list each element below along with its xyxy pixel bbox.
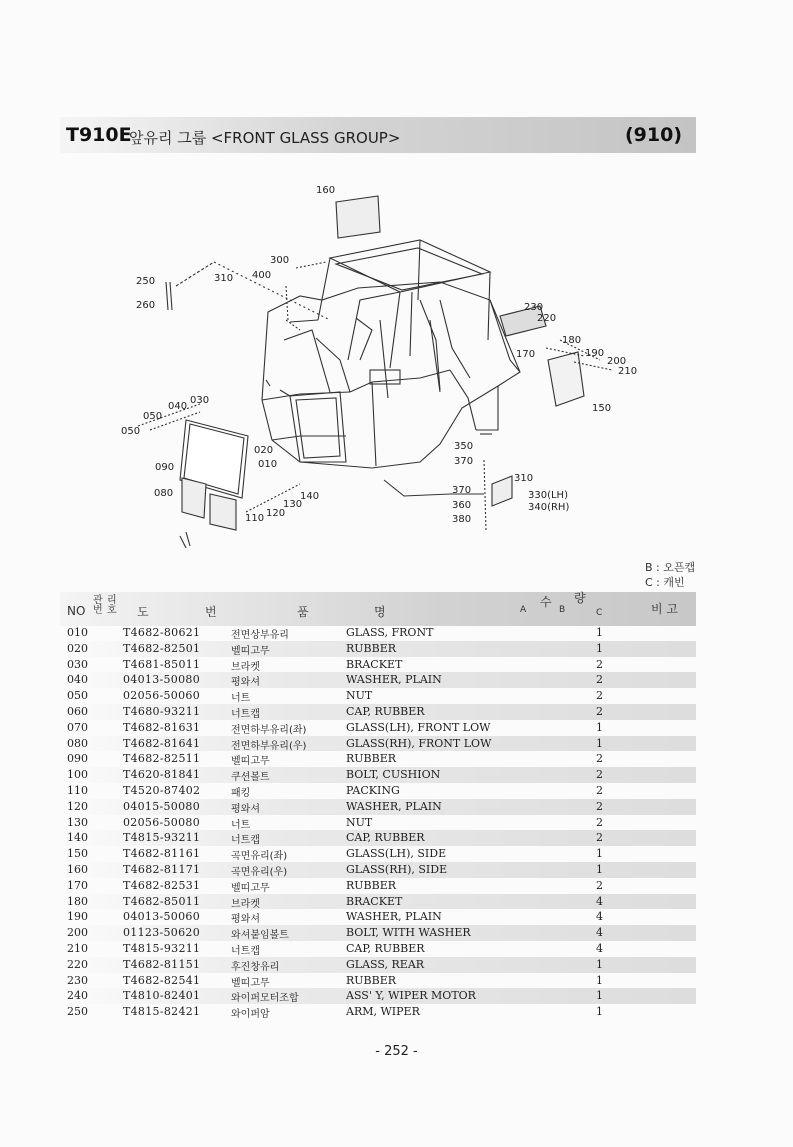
english-name: GLASS, REAR xyxy=(346,957,425,971)
callout-label: 210 xyxy=(618,366,638,377)
col-no: NO xyxy=(67,604,86,618)
row-no: 030 xyxy=(67,657,88,671)
callout-label: 020 xyxy=(254,445,274,456)
col-mgmt-2: 리 호 xyxy=(107,595,117,616)
korean-name: 평와셔 xyxy=(231,914,260,926)
english-name: GLASS, FRONT xyxy=(346,626,434,639)
col-qty-2: 량 xyxy=(574,591,586,605)
parts-table-body xyxy=(60,625,696,1020)
english-name: ARM, WIPER xyxy=(346,1005,420,1019)
callout-label: 110 xyxy=(245,513,265,524)
qty-c: 2 xyxy=(596,768,603,782)
korean-name: 브라켓 xyxy=(231,661,260,673)
row-no: 240 xyxy=(67,989,88,1003)
part-number: T4682-82511 xyxy=(123,752,201,766)
table-row xyxy=(60,862,696,878)
korean-name: 벨띠고무 xyxy=(231,882,270,894)
row-no: 010 xyxy=(67,626,88,639)
part-number: 04013-50060 xyxy=(123,910,201,924)
callout-label: 050 xyxy=(143,411,163,422)
english-name: RUBBER xyxy=(346,752,397,766)
table-row xyxy=(60,720,696,736)
qty-c: 4 xyxy=(596,910,603,924)
table-row xyxy=(60,641,696,657)
qty-c: 2 xyxy=(596,689,603,703)
qty-c: 2 xyxy=(596,783,603,797)
english-name: GLASS(LH), FRONT LOW xyxy=(346,720,491,734)
korean-name: 곡면유리(좌) xyxy=(231,851,288,863)
part-number: T4682-81641 xyxy=(123,736,201,750)
row-no: 130 xyxy=(67,815,88,829)
qty-c: 4 xyxy=(596,941,603,955)
legend-cabin: C : 캐빈 xyxy=(645,576,685,589)
qty-c: 1 xyxy=(596,1005,603,1019)
table-row xyxy=(60,988,696,1004)
qty-c: 2 xyxy=(596,752,603,766)
callout-label: 180 xyxy=(562,335,582,346)
row-no: 080 xyxy=(67,736,88,750)
qty-c: 1 xyxy=(596,736,603,750)
qty-c: 1 xyxy=(596,989,603,1003)
callout-label: 400 xyxy=(252,270,272,281)
row-no: 040 xyxy=(67,673,88,687)
row-no: 110 xyxy=(67,783,88,797)
korean-name: 벨띠고무 xyxy=(231,645,270,657)
korean-name: 너트 xyxy=(231,819,251,831)
korean-name: 벨띠고무 xyxy=(231,756,270,768)
part-number: T4682-81631 xyxy=(123,720,201,734)
korean-name: 평와셔 xyxy=(231,803,260,815)
qty-c: 1 xyxy=(596,957,603,971)
qty-c: 1 xyxy=(596,720,603,734)
qty-c: 1 xyxy=(596,862,603,876)
callout-label: 310 xyxy=(514,473,534,484)
callout-label: 170 xyxy=(516,349,536,360)
table-row xyxy=(60,751,696,767)
callout-label: 080 xyxy=(154,488,174,499)
row-no: 050 xyxy=(67,689,88,703)
callout-label: 090 xyxy=(155,462,175,473)
english-name: NUT xyxy=(346,689,373,703)
part-number: T4682-85011 xyxy=(123,894,201,908)
table-row xyxy=(60,767,696,783)
korean-name: 쿠션볼트 xyxy=(231,772,270,784)
part-number: T4620-81841 xyxy=(123,768,201,782)
callout-label: 350 xyxy=(454,441,474,452)
table-row xyxy=(60,815,696,831)
callout-label: 220 xyxy=(537,313,557,324)
part-number: T4520-87402 xyxy=(123,783,201,797)
korean-name: 너트캡 xyxy=(231,945,260,957)
english-name: BOLT, CUSHION xyxy=(346,768,441,782)
group-number: (910) xyxy=(624,124,682,146)
part-number: T4682-80621 xyxy=(123,626,201,639)
row-no: 210 xyxy=(67,941,88,955)
col-drawing-2: 번 xyxy=(205,605,217,619)
table-row xyxy=(60,941,696,957)
table-row xyxy=(60,909,696,925)
table-row xyxy=(60,688,696,704)
english-name: RUBBER xyxy=(346,973,397,987)
english-name: NUT xyxy=(346,815,373,829)
page-number: - 252 - xyxy=(375,1044,418,1059)
col-mgmt-1: 관 번 xyxy=(93,595,103,616)
model-code: T910E xyxy=(66,124,132,146)
qty-c: 1 xyxy=(596,847,603,861)
korean-name: 너트캡 xyxy=(231,708,260,720)
part-number: T4815-82421 xyxy=(123,1005,201,1019)
callout-label: 150 xyxy=(592,403,612,414)
table-row xyxy=(60,957,696,973)
english-name: GLASS(RH), FRONT LOW xyxy=(346,736,492,750)
korean-name: 너트 xyxy=(231,693,251,705)
callout-label: 360 xyxy=(452,500,472,511)
part-number: T4815-93211 xyxy=(123,941,201,955)
english-name: RUBBER xyxy=(346,878,397,892)
table-row xyxy=(60,846,696,862)
callout-label: 300 xyxy=(270,255,290,266)
legend-open-cab: B : 오픈캡 xyxy=(645,561,696,574)
part-number: T4682-81151 xyxy=(123,957,201,971)
col-qty-c: C xyxy=(596,608,603,618)
part-number: 04015-50080 xyxy=(123,799,201,813)
callout-label: 340(RH) xyxy=(528,502,570,513)
col-name-2: 명 xyxy=(374,605,386,619)
korean-name: 전면상부유리 xyxy=(231,630,289,641)
part-number: T4682-81171 xyxy=(123,862,201,876)
korean-name: 평와셔 xyxy=(231,677,260,689)
part-number: T4682-82501 xyxy=(123,641,201,655)
callout-label: 030 xyxy=(190,395,210,406)
row-no: 020 xyxy=(67,641,88,655)
qty-c: 2 xyxy=(596,657,603,671)
callout-label: 310 xyxy=(214,273,234,284)
row-no: 090 xyxy=(67,752,88,766)
col-qty-a: A xyxy=(520,605,527,615)
table-row xyxy=(60,973,696,989)
english-name: CAP, RUBBER xyxy=(346,704,425,718)
col-name-1: 품 xyxy=(297,605,309,619)
table-row xyxy=(60,830,696,846)
table-row xyxy=(60,736,696,752)
qty-c: 2 xyxy=(596,831,603,845)
table-row xyxy=(60,783,696,799)
col-drawing-1: 도 xyxy=(137,605,149,619)
callout-label: 140 xyxy=(300,491,320,502)
section-title-bar xyxy=(60,117,696,153)
row-no: 160 xyxy=(67,862,88,876)
korean-name: 패킹 xyxy=(231,787,251,799)
english-name: BRACKET xyxy=(346,657,403,671)
part-number: T4681-85011 xyxy=(123,657,201,671)
table-row xyxy=(60,894,696,910)
row-no: 140 xyxy=(67,831,88,845)
callout-label: 370 xyxy=(452,485,472,496)
row-no: 180 xyxy=(67,894,88,908)
english-name: WASHER, PLAIN xyxy=(346,673,442,687)
row-no: 100 xyxy=(67,768,88,782)
callout-label: 230 xyxy=(524,302,544,313)
english-name: WASHER, PLAIN xyxy=(346,799,442,813)
table-row xyxy=(60,672,696,688)
row-no: 190 xyxy=(67,910,88,924)
qty-c: 2 xyxy=(596,673,603,687)
korean-name: 브라켓 xyxy=(231,898,260,910)
qty-c: 1 xyxy=(596,626,603,639)
callout-label: 130 xyxy=(283,499,303,510)
english-name: ASS' Y, WIPER MOTOR xyxy=(346,989,476,1003)
col-remarks: 비 고 xyxy=(651,602,678,616)
table-row xyxy=(60,1004,696,1020)
callout-label: 370 xyxy=(454,456,474,467)
english-name: CAP, RUBBER xyxy=(346,831,425,845)
row-no: 170 xyxy=(67,878,88,892)
qty-c: 4 xyxy=(596,894,603,908)
callout-label: 160 xyxy=(316,185,336,196)
english-name: GLASS(RH), SIDE xyxy=(346,862,448,876)
korean-name: 와이퍼모터조합 xyxy=(231,993,299,1005)
table-row xyxy=(60,799,696,815)
part-number: T4810-82401 xyxy=(123,989,201,1003)
row-no: 120 xyxy=(67,799,88,813)
table-row xyxy=(60,925,696,941)
callout-label: 010 xyxy=(258,459,278,470)
table-row xyxy=(60,657,696,673)
korean-name: 너트캡 xyxy=(231,835,260,847)
part-number: T4682-82531 xyxy=(123,878,201,892)
part-number: 02056-50080 xyxy=(123,815,201,829)
table-row xyxy=(60,625,696,641)
exploded-parts-diagram xyxy=(0,170,793,560)
part-number: T4815-93211 xyxy=(123,831,201,845)
callout-label: 380 xyxy=(452,514,472,525)
part-number: 02056-50060 xyxy=(123,689,201,703)
korean-name: 전면하부유리(좌) xyxy=(231,724,307,736)
qty-c: 2 xyxy=(596,704,603,718)
col-qty-b: B xyxy=(559,605,566,615)
english-name: RUBBER xyxy=(346,641,397,655)
row-no: 230 xyxy=(67,973,88,987)
korean-name: 와이퍼암 xyxy=(231,1009,270,1021)
english-name: WASHER, PLAIN xyxy=(346,910,442,924)
part-number: T4682-81161 xyxy=(123,847,201,861)
part-number: T4682-82541 xyxy=(123,973,201,987)
callout-label: 260 xyxy=(136,300,156,311)
qty-c: 1 xyxy=(596,973,603,987)
row-no: 150 xyxy=(67,847,88,861)
english-name: CAP, RUBBER xyxy=(346,941,425,955)
group-title: 앞유리 그룹 <FRONT GLASS GROUP> xyxy=(129,129,401,147)
korean-name: 벨띠고무 xyxy=(231,977,270,989)
english-name: BRACKET xyxy=(346,894,403,908)
part-number: 01123-50620 xyxy=(123,926,201,940)
legend xyxy=(645,560,695,590)
callout-label: 200 xyxy=(607,356,627,367)
part-number: 04013-50080 xyxy=(123,673,201,687)
qty-c: 2 xyxy=(596,878,603,892)
qty-c: 4 xyxy=(596,926,603,940)
table-row xyxy=(60,704,696,720)
col-qty-1: 수 xyxy=(540,595,552,609)
row-no: 220 xyxy=(67,957,88,971)
row-no: 250 xyxy=(67,1005,88,1019)
callout-label: 250 xyxy=(136,276,156,287)
qty-c: 2 xyxy=(596,799,603,813)
korean-name: 전면하부유리(우) xyxy=(231,740,307,752)
callout-label: 190 xyxy=(585,348,605,359)
korean-name: 후진창유리 xyxy=(231,961,280,973)
row-no: 070 xyxy=(67,720,88,734)
part-number: T4680-93211 xyxy=(123,704,201,718)
callout-label: 050 xyxy=(121,426,141,437)
row-no: 060 xyxy=(67,704,88,718)
korean-name: 와셔붙임볼트 xyxy=(231,930,289,942)
english-name: PACKING xyxy=(346,783,400,797)
table-row xyxy=(60,878,696,894)
qty-c: 1 xyxy=(596,641,603,655)
parts-table-header xyxy=(60,592,696,626)
callout-label: 330(LH) xyxy=(528,490,568,501)
korean-name: 곡면유리(우) xyxy=(231,866,288,878)
row-no: 200 xyxy=(67,926,88,940)
callout-label: 120 xyxy=(266,508,286,519)
english-name: GLASS(LH), SIDE xyxy=(346,847,447,861)
qty-c: 2 xyxy=(596,815,603,829)
callout-label: 040 xyxy=(168,401,188,412)
english-name: BOLT, WITH WASHER xyxy=(346,926,471,940)
